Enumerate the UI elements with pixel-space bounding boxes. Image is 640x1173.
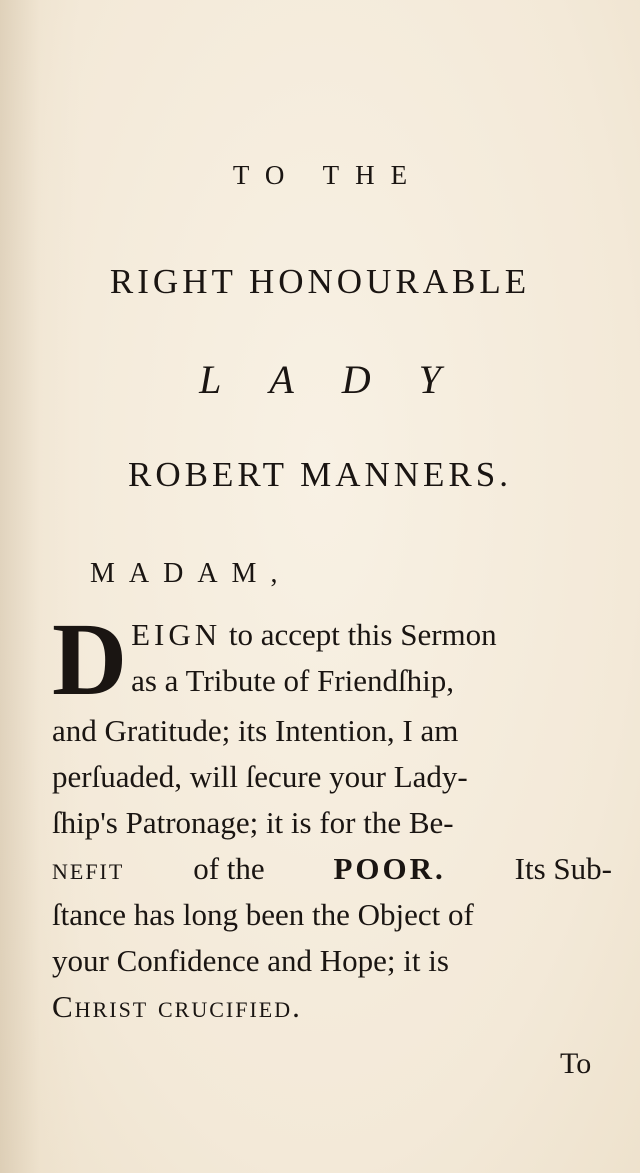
dedication-line-6-nefit: nefit <box>52 851 125 886</box>
heading-to-the: TO THE <box>232 160 424 190</box>
heading-right-honourable: RIGHT HONOURABLE <box>109 262 531 301</box>
dedication-line-7 <box>52 892 612 938</box>
dedication-line-5-text: ſhip's Patronage; it is for the Be- <box>52 805 454 840</box>
dedication-line-1-caps: EIGN <box>131 617 222 652</box>
dedication-line-6-sub: Its Sub- <box>514 851 612 886</box>
dedication-line-7-text: ſtance has long been the Object of <box>52 897 474 932</box>
dedication-line-9 <box>52 984 612 1030</box>
catchword: To <box>560 1047 592 1080</box>
heading-lady: LADY <box>199 357 489 402</box>
dedication-text <box>52 602 612 1030</box>
dedication-line-8-text: your Confidence and Hope; it is <box>52 943 449 978</box>
dedication-line-5 <box>52 800 612 846</box>
dedication-line-6-of-the: of the <box>193 851 265 886</box>
dedication-line-4-text: perſuaded, will ſecure your Lady- <box>52 759 468 794</box>
dedication-line-1 <box>131 612 612 658</box>
dedication-line-9-text: Christ crucified. <box>52 989 302 1024</box>
drop-cap-block <box>52 602 612 717</box>
dedication-line-4 <box>52 754 612 800</box>
dedication-line-6-poor: POOR. <box>333 851 446 886</box>
drop-cap: D <box>52 602 128 717</box>
dedication-line-2-text: as a Tribute of Friendſhip, <box>131 663 455 698</box>
dedication-line-2 <box>131 658 612 704</box>
heading-name: ROBERT MANNERS. <box>128 455 512 494</box>
dedication-line-3 <box>52 708 612 754</box>
salutation: MADAM, <box>90 558 292 589</box>
dedication-line-8 <box>52 938 612 984</box>
dedication-line-1-rest: to accept this Sermon <box>228 617 497 652</box>
dedication-line-6 <box>52 846 612 892</box>
dedication-line-3-text: and Gratitude; its Intention, I am <box>52 713 459 748</box>
